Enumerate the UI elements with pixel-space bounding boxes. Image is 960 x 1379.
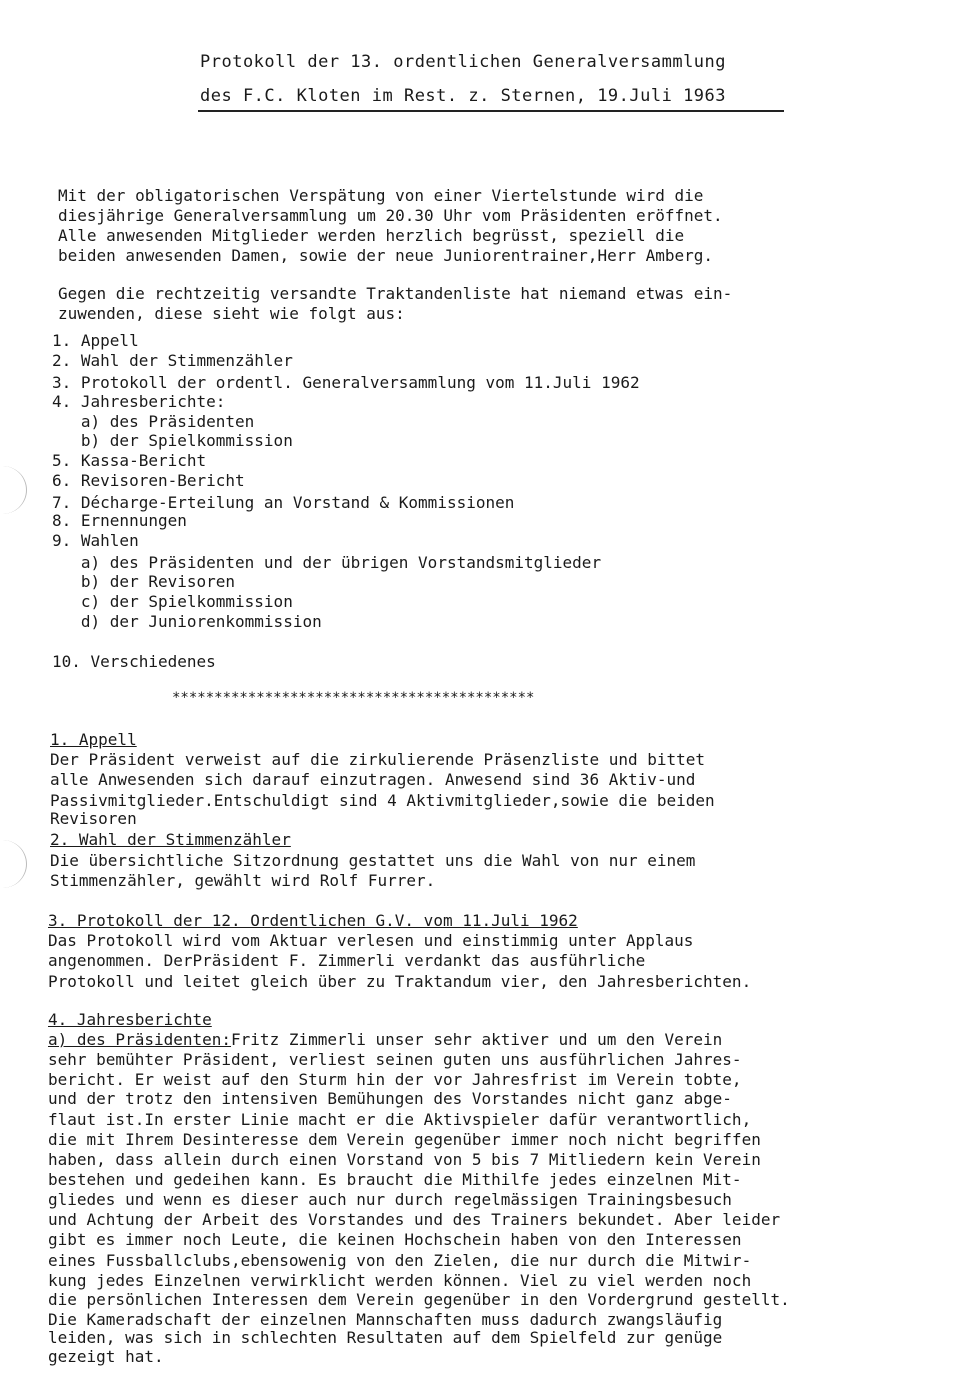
subsection-text: Fritz Zimmerli unser sehr aktiver und um den Verein [231,1030,723,1049]
section-line: bestehen und gedeihen kann. Es braucht die Mithilfe jedes einzelnen Mit- [48,1170,742,1189]
section-line: Die Kameradschaft der einzelnen Mannschaften muss dadurch zwangsläufig [48,1310,723,1329]
section-line: kung jedes Einzelnen verwirklicht werden können. Viel zu viel werden noch [48,1271,752,1290]
document-title: Protokoll der 13. ordentlichen Generalversammlung [200,52,727,72]
section-line: alle Anwesenden sich darauf einzutragen. Anwesend sind 36 Aktiv-und [50,770,696,789]
section-line [48,1030,722,1050]
section-line: leiden, was sich in schlechten Resultaten auf dem Spielfeld zur genüge [48,1328,723,1347]
section-line: Protokoll und leitet gleich über zu Traktandum vier, den Jahresberichten. [48,972,752,991]
punch-hole [0,840,27,888]
section-heading: 4. Jahresberichte [48,1010,212,1029]
section-line: und Achtung der Arbeit des Vorstandes und des Trainers bekundet. Aber leider [48,1210,781,1229]
agenda-subitem: b) der Spielkommission [52,431,293,450]
section-line: Stimmenzähler, gewählt wird Rolf Furrer. [50,871,436,890]
agenda-intro-line: Gegen die rechtzeitig versandte Traktandenliste hat niemand etwas ein- [58,284,733,303]
intro-line: Mit der obligatorischen Verspätung von einer Viertelstunde wird die [58,186,704,205]
section-line: die mit Ihrem Desinteresse dem Verein gegenüber immer noch nicht begriffen [48,1130,761,1149]
section-heading: 2. Wahl der Stimmenzähler [50,830,291,849]
agenda-item: 2. Wahl der Stimmenzähler [52,351,293,370]
section-line: Das Protokoll wird vom Aktuar verlesen und einstimmig unter Applaus [48,931,694,950]
agenda-subitem: d) der Juniorenkommission [52,612,322,631]
agenda-item: 3. Protokoll der ordentl. Generalversammlung vom 11.Juli 1962 [52,373,640,392]
agenda-item: 9. Wahlen [52,531,139,550]
section-line: Passivmitglieder.Entschuldigt sind 4 Aktivmitglieder,sowie die beiden [50,791,715,810]
section-line: gibt es immer noch Leute, die keinen Hochschein haben von den Interessen [48,1230,742,1249]
title-rule [198,110,784,112]
document-subtitle: des F.C. Kloten im Rest. z. Sternen, 19.Juli 1963 [200,86,727,106]
section-line: haben, dass allein durch einen Vorstand von 5 bis 7 Mitliedern kein Verein [48,1150,761,1169]
intro-line: beiden anwesenden Damen, sowie der neue Juniorentrainer,Herr Amberg. [58,246,714,265]
agenda-item: 5. Kassa-Bericht [52,451,207,470]
section-line: sehr bemühter Präsident, verliest seinen guten uns ausführlichen Jahres- [48,1050,742,1069]
section-line: flaut ist.In erster Linie macht er die Aktivspieler dafür verantwortlich, [48,1110,752,1129]
agenda-subitem: c) der Spielkommission [52,592,293,611]
separator-stars: ******************************************* [172,690,535,706]
section-line: angenommen. DerPräsident F. Zimmerli verdankt das ausführliche [48,951,646,970]
agenda-intro-line: zuwenden, diese sieht wie folgt aus: [58,304,405,323]
agenda-subitem: b) der Revisoren [52,572,236,591]
punch-hole [0,466,27,514]
section-line: bericht. Er weist auf den Sturm hin der vor Jahresfrist im Verein tobte, [48,1070,742,1089]
agenda-item: 10. Verschiedenes [52,652,216,671]
intro-line: diesjährige Generalversammlung um 20.30 Uhr vom Präsidenten eröffnet. [58,206,723,225]
agenda-subitem: a) des Präsidenten und der übrigen Vorstandsmitglieder [52,553,602,572]
agenda-item: 7. Décharge-Erteilung an Vorstand & Kommissionen [52,493,515,512]
section-heading: 3. Protokoll der 12. Ordentlichen G.V. vom 11.Juli 1962 [48,911,578,930]
section-line: eines Fussballclubs,ebensowenig von den Zielen, die nur durch die Mitwir- [48,1251,752,1270]
intro-line: Alle anwesenden Mitglieder werden herzlich begrüsst, speziell die [58,226,685,245]
section-line: Die übersichtliche Sitzordnung gestattet uns die Wahl von nur einem [50,851,696,870]
section-line: gezeigt hat. [48,1347,164,1366]
agenda-subitem: a) des Präsidenten [52,412,255,431]
section-line: und der trotz den intensiven Bemühungen des Vorstandes nicht ganz abge- [48,1089,732,1108]
agenda-item: 6. Revisoren-Bericht [52,471,245,490]
agenda-item: 1. Appell [52,331,139,350]
agenda-item: 4. Jahresberichte: [52,392,226,411]
section-line: Der Präsident verweist auf die zirkulierende Präsenzliste und bittet [50,750,706,769]
section-line: gliedes und wenn es dieser auch nur durch regelmässigen Trainingsbesuch [48,1190,732,1209]
subsection-label: a) des Präsidenten: [48,1030,232,1049]
section-heading: 1. Appell [50,730,137,749]
section-line: Revisoren [50,809,137,828]
section-line: die persönlichen Interessen dem Verein gegenüber in den Vordergrund gestellt. [48,1290,790,1309]
agenda-item: 8. Ernennungen [52,511,187,530]
